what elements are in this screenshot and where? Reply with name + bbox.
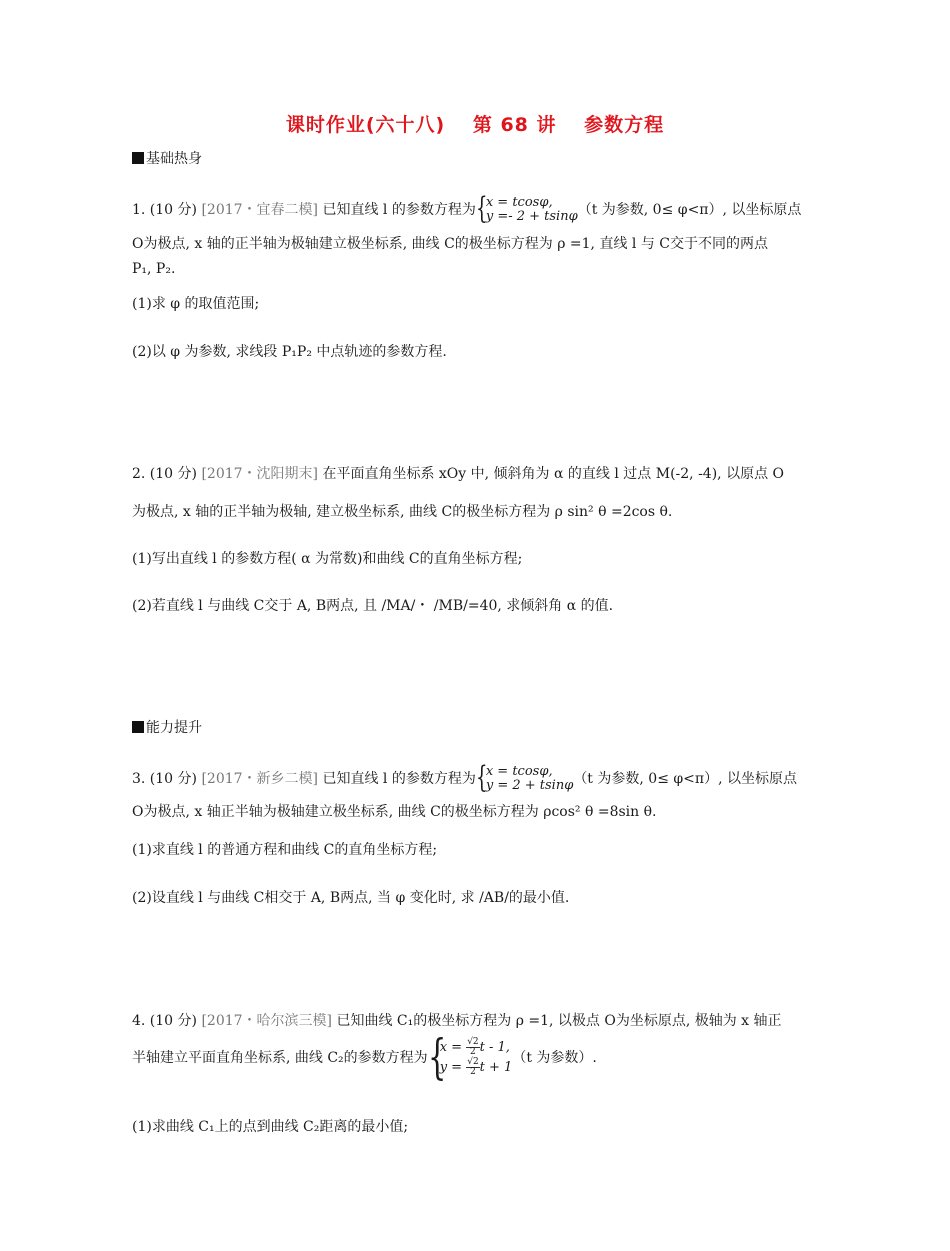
q3-text-b: （t 为参数, 0≤ φ<π）, 以坐标原点 [573, 771, 798, 787]
q1-head: 1. (10 分) [132, 202, 202, 218]
q1-line1 [132, 191, 802, 226]
q3-eq-row1: x = tcosφ, [485, 764, 553, 779]
q4-frac-num: √2 [467, 1037, 479, 1047]
q4-equation-system: { x = $\frac{√2}{2}$ t - 1, y = $\frac{√2}{2}$ t + 1 [427, 1029, 513, 1085]
q1-equation-system: { x = tcosφ, y =- 2 + tsinφ [475, 191, 578, 226]
q2-line2: 为极点, x 轴的正半轴为极轴, 建立极坐标系, 曲线 C的极坐标方程为 ρ sin² θ =2cos θ. [132, 504, 673, 520]
section-advanced-label: 能力提升 [146, 720, 202, 736]
title-part3: 参数方程 [584, 114, 665, 136]
q2-text-a: 在平面直角坐标系 xOy 中, 倾斜角为 α 的直线 l 过点 M(-2, -4), 以原点 O [318, 466, 784, 482]
section-advanced [132, 717, 202, 737]
q3-part1: (1)求直线 l 的普通方程和曲线 C的直角坐标方程; [132, 842, 438, 858]
q1-line3: P₁, P₂. [132, 261, 176, 277]
q1-source: [2017・宜春二模] [201, 202, 319, 218]
q4-frac-den: 2 [470, 1067, 476, 1077]
q3-equation-system: { x = tcosφ, y = 2 + tsinφ [475, 760, 574, 795]
title-part2: 第 68 讲 [472, 114, 557, 136]
q1-part1: (1)求 φ 的取值范围; [132, 296, 260, 312]
q1-eq-row1: x = tcosφ, [485, 195, 553, 210]
q4-eq-row1-frac [466, 1038, 479, 1057]
q4-eq-row1-rhs: t - 1, [479, 1040, 510, 1055]
q4-part1: (1)求曲线 C₁上的点到曲线 C₂距离的最小值; [132, 1119, 409, 1135]
q4-frac-den: 2 [470, 1047, 476, 1057]
q4-eq-row1 [440, 1038, 513, 1058]
q4-eq-row2-rhs: t + 1 [479, 1060, 513, 1075]
q3-line2: O为极点, x 轴正半轴为极轴建立极坐标系, 曲线 C的极坐标方程为 ρcos² θ =8sin θ. [132, 804, 657, 820]
q4-eq-row2-frac [466, 1058, 479, 1077]
q4-eq-row2 [440, 1058, 513, 1078]
q1-part2: (2)以 φ 为参数, 求线段 P₁P₂ 中点轨迹的参数方程. [132, 344, 447, 360]
q2-line1 [132, 464, 784, 484]
q1-line2: O为极点, x 轴的正半轴为极轴建立极坐标系, 曲线 C的极坐标方程为 ρ =1, 直线 l 与 C交于不同的两点 [132, 236, 768, 252]
q1-eq-row2: y =- 2 + tsinφ [485, 209, 578, 224]
q3-text-a: 已知直线 l 的参数方程为 [318, 771, 476, 787]
q2-part2: (2)若直线 l 与曲线 C交于 A, B两点, 且 /MA/・ /MB/=40, 求倾斜角 α 的值. [132, 598, 614, 614]
q4-line1 [132, 1011, 782, 1031]
q4-eq-row1-lhs: x = [439, 1040, 463, 1055]
q2-head: 2. (10 分) [132, 466, 202, 482]
q4-line2 [132, 1029, 597, 1085]
q2-source: [2017・沈阳期末] [201, 466, 319, 482]
q4-eq-row2-lhs: y = [439, 1060, 463, 1075]
section-square-icon [132, 721, 144, 733]
q2-part1: (1)写出直线 l 的参数方程( α 为常数)和曲线 C的直角坐标方程; [132, 551, 523, 567]
page-title [0, 110, 950, 137]
q1-text-a: 已知直线 l 的参数方程为 [318, 202, 476, 218]
q4-text-a: 已知曲线 C₁的极坐标方程为 ρ =1, 以极点 O为坐标原点, 极轴为 x 轴正 [332, 1013, 782, 1029]
q3-part2: (2)设直线 l 与曲线 C相交于 A, B两点, 当 φ 变化时, 求 /AB/的最小值. [132, 890, 570, 906]
q4-text-line2b: （t 为参数）. [512, 1050, 597, 1066]
section-basic [132, 148, 202, 168]
title-part1: 课时作业(六十八) [285, 114, 446, 136]
q3-source: [2017・新乡二模] [201, 771, 319, 787]
q3-head: 3. (10 分) [132, 771, 202, 787]
q4-frac-num: √2 [467, 1057, 479, 1067]
q4-head: 4. (10 分) [132, 1013, 202, 1029]
q4-text-line2a: 半轴建立平面直角坐标系, 曲线 C₂的参数方程为 [132, 1050, 428, 1066]
q3-eq-row2: y = 2 + tsinφ [485, 778, 574, 793]
q3-line1 [132, 760, 798, 795]
section-square-icon [132, 152, 144, 164]
section-basic-label: 基础热身 [146, 151, 202, 167]
q4-source: [2017・哈尔滨三模] [201, 1013, 333, 1029]
q1-text-b: （t 为参数, 0≤ φ<π）, 以坐标原点 [577, 202, 802, 218]
